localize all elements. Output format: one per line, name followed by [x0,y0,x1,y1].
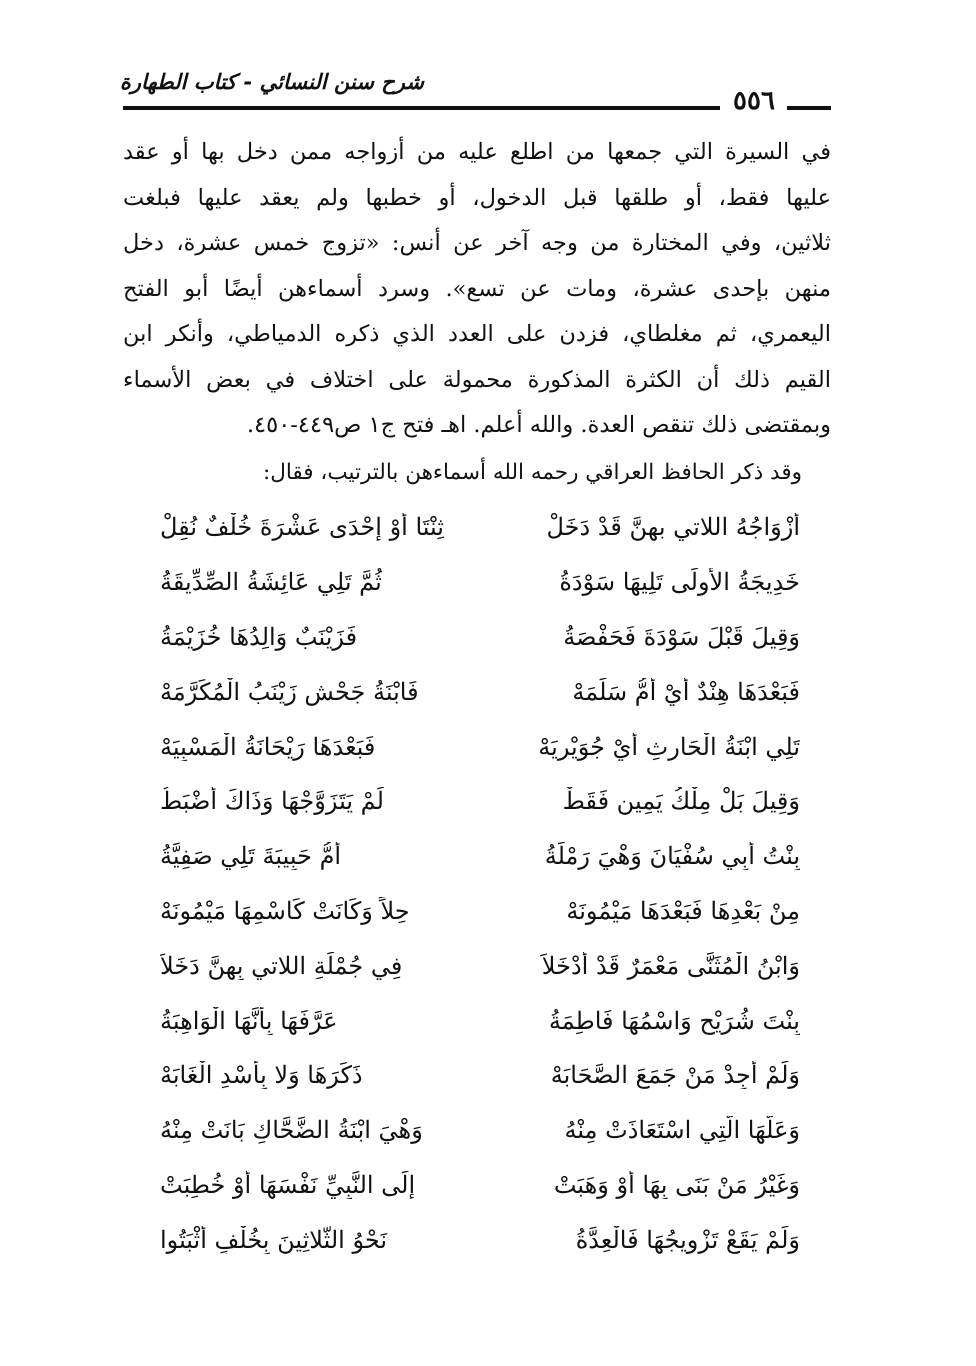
verse [160,829,800,884]
poem-intro: وقد ذكر الحافظ العراقي رحمه الله أسماءهن بالترتيب، فقال: [263,460,802,485]
prose-line: اليعمري، ثم مغلطاي، فزدن على العدد الذي ذكره الدمياطي، وأنكر ابن [123,321,831,347]
poem [160,500,800,1267]
verse-first-hemistich: مِنْ بَعْدِهَا فَبَعْدَهَا مَيْمُونَهْ [566,896,800,925]
verse-first-hemistich: بِنْتَ شُرَيْحٍ وَاسْمُهَا فَاطِمَةُ [548,1006,800,1035]
verse [160,1212,800,1267]
prose-line: ثلاثين، وفي المختارة من وجه آخر عن أنس: «تزوج خمس عشرة، دخل [123,230,831,256]
verse-first-hemistich: وَعَلَّهَا الَّتِي اسْتَعَاذَتْ مِنْهُ [564,1116,800,1145]
verse [160,938,800,993]
verse [160,1103,800,1158]
verse-second-hemistich: إِلَى النَّبِيِّ نَفْسَهَا أَوْ خُطِبَتْ [160,1170,416,1199]
verse-second-hemistich: حِلاً وَكَانَتْ كَاسْمِهَا مَيْمُونَهْ [160,896,410,925]
verse-first-hemistich: تَلِي ابْنَةُ الْحَارِثِ أَيْ جُوَيْرِيَهْ [538,732,800,761]
verse-first-hemistich: وَلَمْ يَقَعْ تَزْوِيجُهَا فَالْعِدَّةُ [575,1225,800,1254]
running-title: شرح سنن النسائي - كتاب الطهارة [119,70,424,94]
page-number: ٥٥٦ [733,86,775,116]
verse-first-hemistich: أَزْوَاجُهُ اللاتي بهنَّ قَدْ دَخَلْ [546,513,800,542]
verse-second-hemistich: عَرَّفَهَا بِأَنَّهَا الْوَاهِبَةُ [160,1006,338,1035]
verse [160,500,800,555]
verse-second-hemistich: ثِنْتَا أَوْ إِحْدَى عَشْرَةَ خُلْفٌ نُقِلْ [160,513,444,542]
prose-line: منهن بإحدى عشرة، ومات عن تسع». وسرد أسماءهن أيضًا أبو الفتح [123,275,831,302]
prose-line: عليها فقط، أو طلقها قبل الدخول، أو خطبها ولم يعقد عليها فبلغت [123,184,831,211]
verse [160,610,800,665]
verse-first-hemistich: خَدِيجَةُ الأُولَى تَلِيهَا سَوْدَةُ [559,568,800,597]
verse-second-hemistich: ثُمَّ تَلِي عَائِشَةُ الصِّدِّيقَةُ [160,568,382,597]
verse-second-hemistich: ذَكَرَهَا وَلا بِأُسْدِ الْغَابَهْ [160,1061,363,1090]
verse-second-hemistich: فِي جُمْلَةِ اللاتي بِهِنَّ دَخَلاَ [160,951,403,980]
verse-second-hemistich: فَابْنَةُ جَحْشٍ زَيْنَبُ الْمُكَرَّمَهْ [160,677,419,706]
verse [160,1158,800,1213]
verse-first-hemistich: وَقِيلَ بَلْ مِلْكُ يَمِينٍ فَقَطْ [562,787,800,816]
verse [160,719,800,774]
verse [160,884,800,939]
verse-second-hemistich: أُمُّ حَبِيبَةَ تَلِي صَفِيَّةُ [160,842,342,871]
verse-second-hemistich: فَزَيْنَبٌ وَالِدُهَا خُزَيْمَةُ [160,622,358,651]
prose-paragraph [123,130,831,449]
verse-first-hemistich: وَقِيلَ قَبْلَ سَوْدَةَ فَحَفْصَةُ [563,622,800,651]
header-rule [123,106,720,110]
verse [160,555,800,610]
verse-second-hemistich: لَمْ يَتَزَوَّجْهَا وَذَاكَ أَضْبَطُ [160,787,384,816]
verse [160,993,800,1048]
prose-line: القيم ذلك أن الكثرة المذكورة محمولة على اختلاف في بعض الأسماء [123,366,831,393]
prose-line: في السيرة التي جمعها من اطلع عليه من أزواجه ممن دخل بها أو عقد [123,139,831,165]
verse-first-hemistich: وَابْنُ الْمُثَنَّى مَعْمَرٌ قَدْ أَدْخَلاَ [541,951,800,980]
verse-first-hemistich: وَلَمْ أَجِدْ مَنْ جَمَعَ الصَّحَابَهْ [550,1061,800,1090]
verse-first-hemistich: بِنْتُ أَبِي سُفْيَانَ وَهْيَ رَمْلَةُ [544,842,800,871]
verse [160,664,800,719]
prose-line: وبمقتضى ذلك تنقص العدة. والله أعلم. اهـ فتح ج١ ص٤٤٩-٤٥٠. [246,412,831,438]
verse [160,774,800,829]
header-rule-short [787,106,831,110]
verse-first-hemistich: وَغَيْرُ مَنْ بَنَى بِهَا أَوْ وَهَبَتْ [553,1170,800,1199]
verse-second-hemistich: فَبَعْدَهَا رَيْحَانَةُ الْمَسْبِيَهْ [160,732,376,761]
verse [160,1048,800,1103]
verse-second-hemistich: وَهْيَ ابْنَةُ الضَّحَّاكِ بَانَتْ مِنْهُ [160,1116,423,1145]
verse-first-hemistich: فَبَعْدَهَا هِنْدٌ أَيْ أُمُّ سَلَمَهْ [572,677,800,706]
verse-second-hemistich: نَحْوُ الثَّلاثِينَ بِخُلْفٍ أَثْبَتُوا [160,1225,388,1254]
